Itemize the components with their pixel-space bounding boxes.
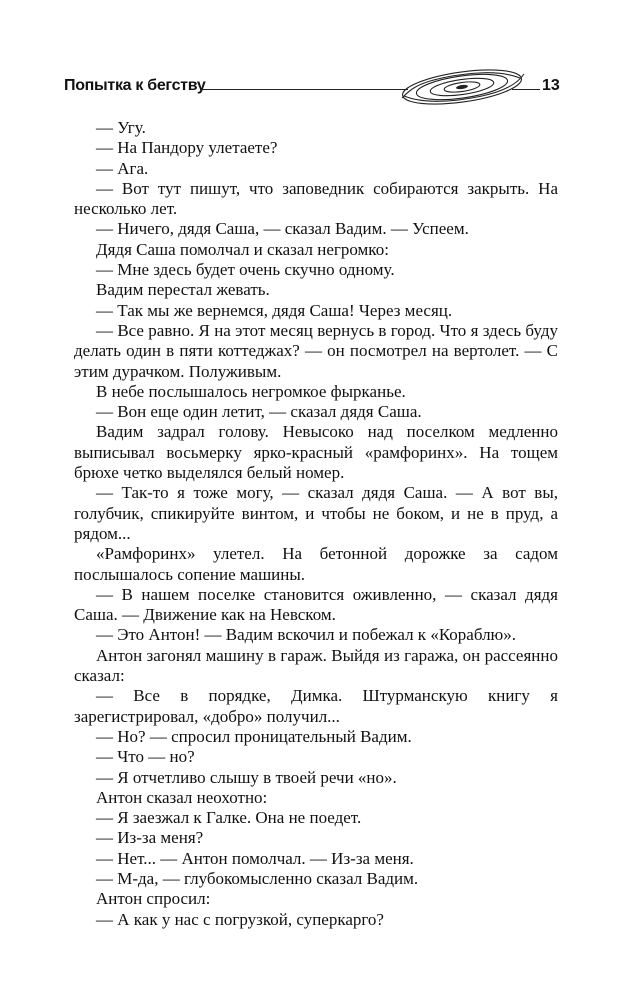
- paragraph: Вадим задрал голову. Невысоко над поселком медленно выписывал восьмерку ярко-красный «рамфоринх». На тощем брюхе четко выделялся белый номер.: [74, 422, 558, 483]
- paragraph: — Ничего, дядя Саша, — сказал Вадим. — Успеем.: [96, 219, 469, 239]
- header-rule-right: [512, 89, 540, 90]
- paragraph: — А как у нас с погрузкой, суперкарго?: [96, 909, 384, 929]
- paragraph: Антон сказал неохотно:: [96, 787, 268, 807]
- paragraph: — На Пандору улетаете?: [96, 138, 278, 158]
- paragraph: — Все равно. Я на этот месяц вернусь в город. Что я здесь буду делать один в пяти коттеджах? — он посмотрел на вертолет. — С этим дурачком. Полуживым.: [74, 320, 558, 381]
- paragraph: — Все в порядке, Димка. Штурманскую книгу я зарегистрировал, «добро» получил...: [74, 686, 558, 726]
- paragraph: — Я заезжал к Галке. Она не поедет.: [96, 808, 362, 828]
- paragraph: — Мне здесь будет очень скучно одному.: [96, 260, 395, 280]
- spiral-galaxy-icon: [394, 66, 530, 106]
- paragraph: — Нет... — Антон помолчал. — Из-за меня.: [96, 848, 414, 868]
- paragraph: — Ага.: [96, 158, 149, 178]
- running-title: Попытка к бегству: [64, 77, 206, 94]
- paragraph: — Это Антон! — Вадим вскочил и побежал к «Кораблю».: [96, 625, 517, 645]
- page-header: [64, 74, 558, 100]
- paragraph: — Но? — спросил проницательный Вадим.: [96, 726, 412, 746]
- paragraph: Антон загонял машину в гараж. Выйдя из гаража, он рассеянно сказал:: [74, 645, 558, 686]
- paragraph: — Вон еще один летит, — сказал дядя Саша.: [96, 402, 422, 422]
- paragraph: — Так мы же вернемся, дядя Саша! Через месяц.: [96, 300, 453, 320]
- paragraph: — Из-за меня?: [96, 828, 204, 848]
- paragraph: — М-да, — глубокомысленно сказал Вадим.: [96, 868, 419, 888]
- paragraph: — Угу.: [96, 118, 146, 137]
- page-number: 13: [542, 77, 560, 94]
- paragraph: — В нашем поселке становится оживленно, — сказал дядя Саша. — Движение как на Невском.: [74, 584, 558, 625]
- paragraph: — Вот тут пишут, что заповедник собираются закрыть. На несколько лет.: [74, 178, 558, 219]
- paragraph: — Так-то я тоже могу, — сказал дядя Саша. — А вот вы, голубчик, спикируйте винтом, и чтобы не боком, и не в пруд, а рядом...: [74, 483, 558, 543]
- paragraph: Дядя Саша помолчал и сказал негромко:: [96, 239, 389, 259]
- paragraph: — Что — но?: [96, 747, 195, 767]
- paragraph: «Рамфоринх» улетел. На бетонной дорожке за садом послышалось сопение машины.: [74, 544, 558, 584]
- paragraph: Антон спросил:: [96, 889, 211, 909]
- paragraph: Вадим перестал жевать.: [96, 280, 270, 300]
- header-rule-left: [200, 89, 408, 90]
- paragraph: В небе послышалось негромкое фырканье.: [96, 381, 406, 401]
- body-text: [74, 118, 558, 930]
- paragraph: — Я отчетливо слышу в твоей речи «но».: [96, 767, 397, 787]
